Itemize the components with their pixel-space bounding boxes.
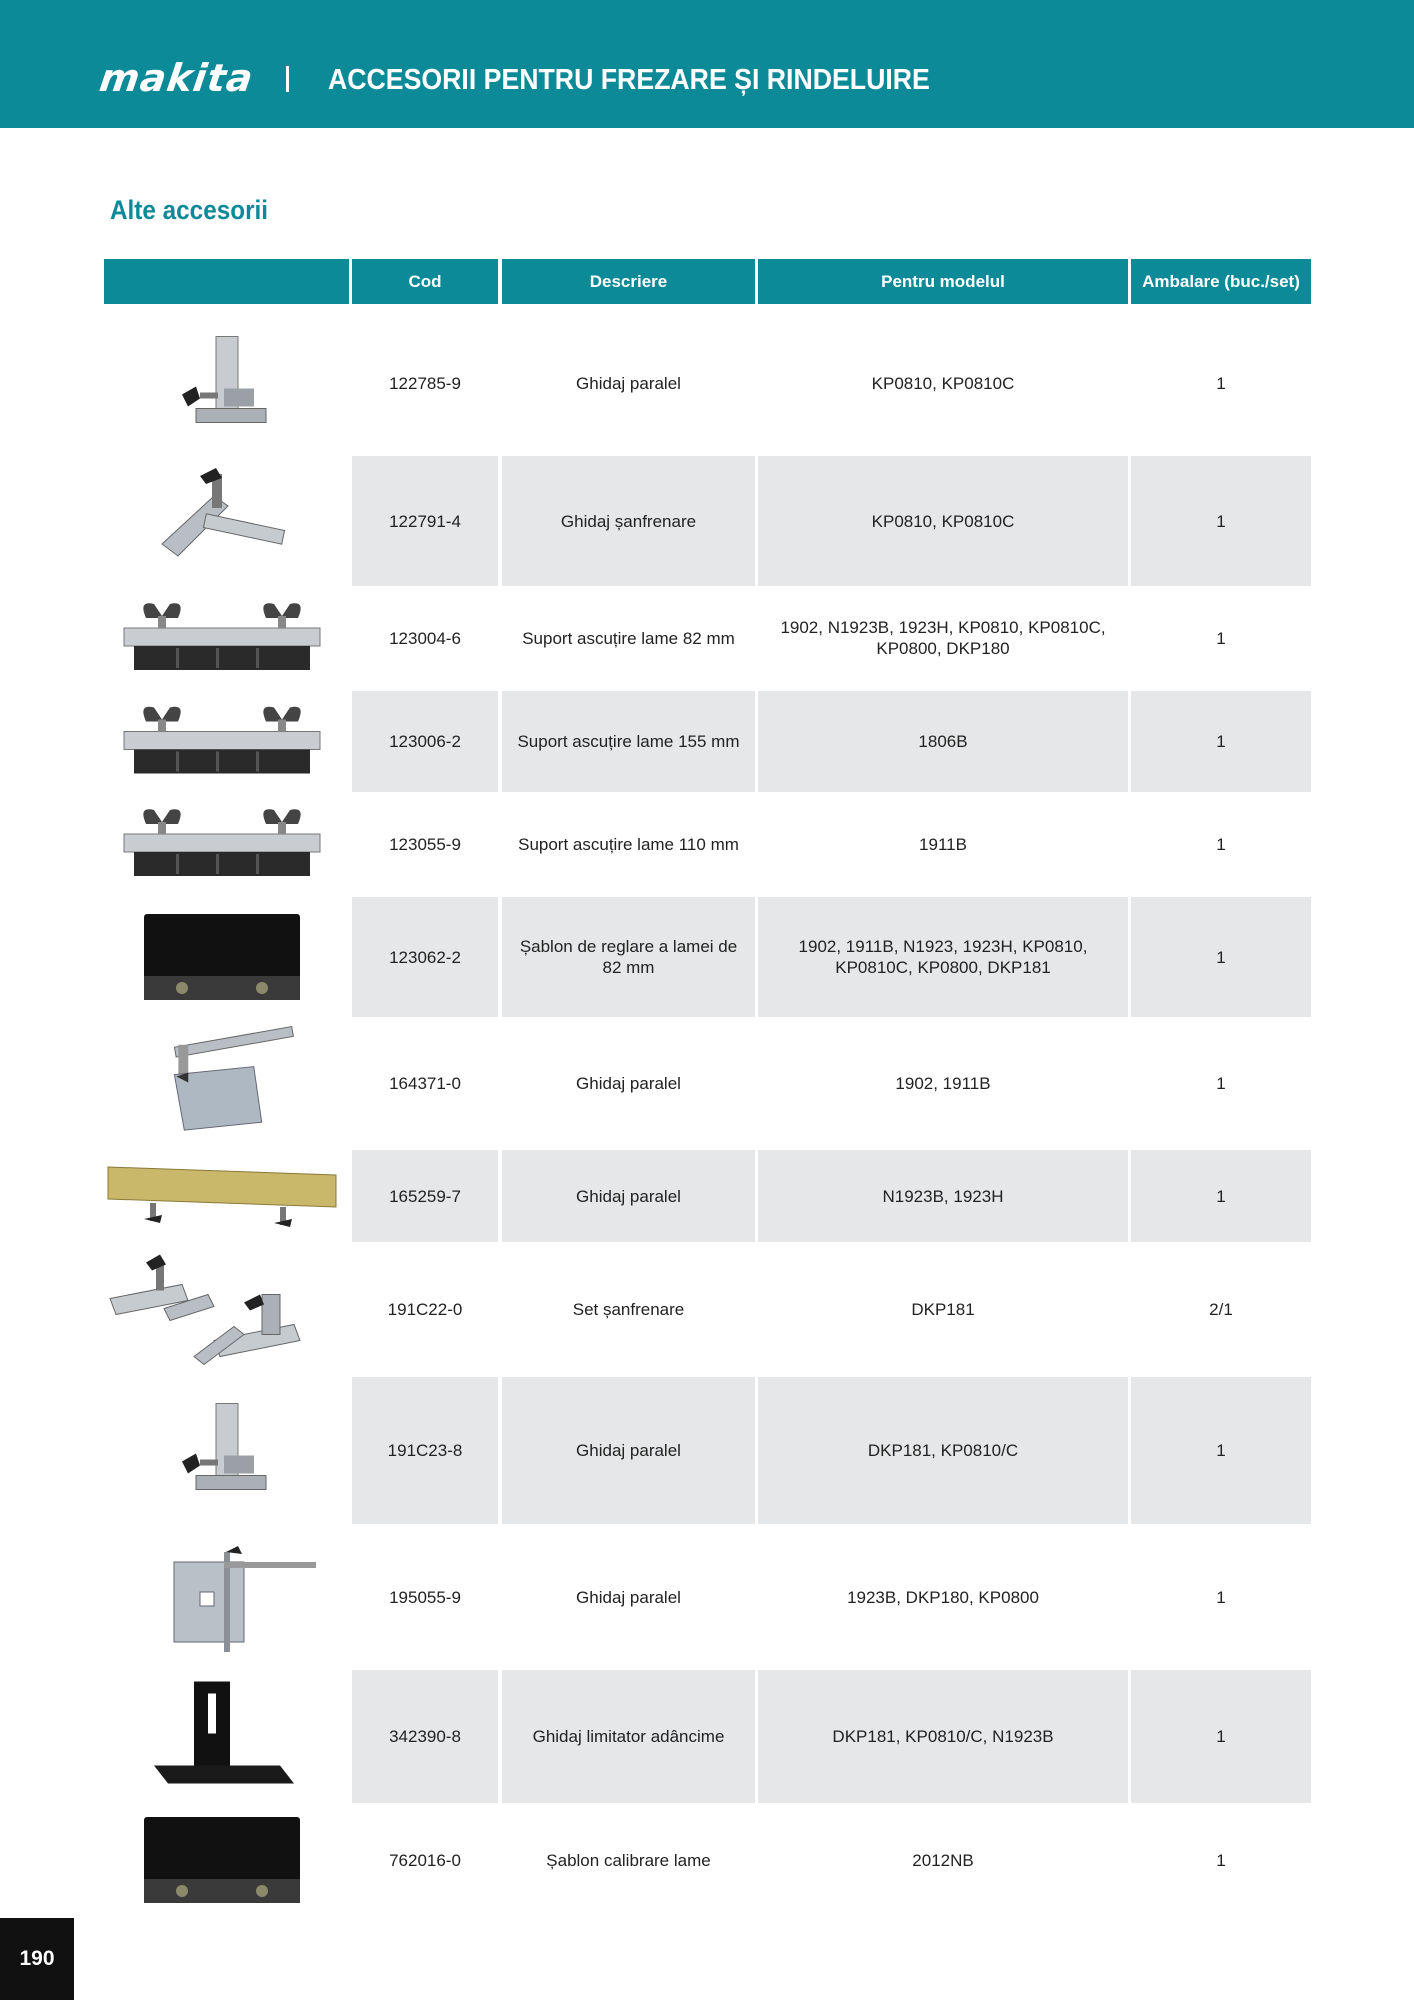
header-pentru-modelul: Pentru modelul	[758, 259, 1128, 304]
header-descriere: Descriere	[502, 259, 755, 304]
cell-cod: 164371-0	[389, 1074, 461, 1093]
cell-pentru-modelul: DKP181, KP0810/C, N1923B	[758, 1670, 1128, 1803]
page-title: ACCESORII PENTRU FREZARE ȘI RINDELUIRE	[328, 64, 930, 96]
table-row	[0, 1670, 1414, 1803]
header-ambalare: Ambalare (buc./set)	[1131, 259, 1311, 304]
cell-cod: 123006-2	[352, 691, 498, 792]
header-divider	[286, 66, 289, 92]
depth-stop-guide-icon	[104, 1670, 340, 1803]
cell-cod: 195055-9	[389, 1587, 461, 1607]
cell-descriere: Ghidaj limitator adâncime	[502, 1670, 755, 1803]
blade-sharpening-holder-icon	[104, 586, 340, 690]
parallel-guide-bar-icon	[104, 1150, 340, 1242]
cell-ambalare: 1	[1216, 1587, 1226, 1607]
cell-cod: 191C22-0	[387, 1300, 463, 1319]
table-row	[0, 1526, 1414, 1668]
cell-descriere: Ghidaj paralel	[502, 1377, 755, 1524]
chamfer-set-icon	[104, 1244, 340, 1375]
parallel-guide-rod-icon	[104, 1526, 340, 1668]
cell-pentru-modelul: 1923B, DKP180, KP0800	[847, 1587, 1039, 1607]
cell-ambalare: 1	[1131, 897, 1311, 1017]
cell-descriere: Suport ascuțire lame 155 mm	[502, 691, 755, 792]
cell-descriere: Șablon calibrare lame	[546, 1850, 711, 1870]
cell-pentru-modelul: N1923B, 1923H	[758, 1150, 1128, 1242]
cell-cod: 123004-6	[389, 628, 461, 648]
cell-pentru-modelul: KP0810, KP0810C	[871, 374, 1015, 393]
cell-pentru-modelul: 1902, 1911B	[895, 1074, 991, 1093]
cell-cod: 122785-9	[389, 374, 461, 393]
page-number: 190	[0, 1918, 74, 2000]
cell-descriere: Ghidaj paralel	[576, 374, 681, 393]
chamfer-guide-icon	[104, 456, 340, 586]
cell-pentru-modelul: 1911B	[919, 834, 967, 854]
table-row	[0, 691, 1414, 792]
parallel-guide-plate-icon	[104, 1019, 340, 1148]
cell-cod: 191C23-8	[352, 1377, 498, 1524]
cell-pentru-modelul: DKP181	[911, 1300, 975, 1319]
cell-pentru-modelul: 1902, N1923B, 1923H, KP0810, KP0810C, KP0800, DKP180	[780, 618, 1106, 658]
cell-ambalare: 1	[1131, 456, 1311, 586]
cell-cod: 122791-4	[352, 456, 498, 586]
cell-ambalare: 1	[1216, 1074, 1226, 1093]
cell-ambalare: 1	[1131, 1377, 1311, 1524]
table-row	[0, 1377, 1414, 1524]
blade-sharpening-holder-icon	[104, 691, 340, 792]
table-row	[0, 456, 1414, 586]
parallel-guide-icon	[104, 315, 340, 452]
cell-pentru-modelul: 1902, 1911B, N1923, 1923H, KP0810, KP0810C, KP0800, DKP181	[758, 897, 1128, 1017]
table-row	[0, 315, 1414, 452]
makita-logo: makita	[96, 56, 257, 100]
cell-ambalare: 1	[1131, 1670, 1311, 1803]
cell-cod: 762016-0	[389, 1850, 461, 1870]
cell-pentru-modelul: 2012NB	[912, 1850, 974, 1870]
cell-descriere: Suport ascuțire lame 110 mm	[518, 834, 739, 854]
section-title: Alte accesorii	[110, 195, 269, 225]
cell-ambalare: 2/1	[1209, 1300, 1233, 1319]
cell-pentru-modelul: 1806B	[758, 691, 1128, 792]
cell-cod: 123062-2	[352, 897, 498, 1017]
cell-cod: 165259-7	[352, 1150, 498, 1242]
table-row	[0, 793, 1414, 895]
header-bar	[0, 0, 1414, 128]
cell-pentru-modelul: KP0810, KP0810C	[758, 456, 1128, 586]
cell-ambalare: 1	[1216, 374, 1226, 393]
cell-descriere: Șablon de reglare a lamei de 82 mm	[502, 897, 755, 1017]
header-cod: Cod	[352, 259, 498, 304]
cell-ambalare: 1	[1216, 834, 1226, 854]
cell-descriere: Set șanfrenare	[572, 1300, 685, 1319]
blade-gauge-icon	[104, 1805, 340, 1915]
table-row	[0, 897, 1414, 1017]
cell-descriere: Ghidaj paralel	[576, 1074, 681, 1093]
cell-ambalare: 1	[1216, 1850, 1226, 1870]
cell-descriere: Suport ascuțire lame 82 mm	[522, 628, 735, 648]
cell-descriere: Ghidaj paralel	[576, 1587, 681, 1607]
table-row	[0, 1019, 1414, 1148]
parallel-guide-icon	[104, 1377, 340, 1524]
cell-cod: 123055-9	[389, 834, 461, 854]
blade-gauge-icon	[104, 897, 340, 1017]
cell-ambalare: 1	[1131, 1150, 1311, 1242]
cell-descriere: Ghidaj paralel	[502, 1150, 755, 1242]
cell-cod: 342390-8	[352, 1670, 498, 1803]
cell-pentru-modelul: DKP181, KP0810/C	[758, 1377, 1128, 1524]
cell-ambalare: 1	[1216, 628, 1226, 648]
cell-ambalare: 1	[1131, 691, 1311, 792]
table-row	[0, 1805, 1414, 1915]
blade-sharpening-holder-icon	[104, 793, 340, 895]
cell-descriere: Ghidaj șanfrenare	[502, 456, 755, 586]
table-row	[0, 1150, 1414, 1242]
header-image-column	[104, 259, 349, 304]
table-row	[0, 586, 1414, 690]
table-row	[0, 1244, 1414, 1375]
